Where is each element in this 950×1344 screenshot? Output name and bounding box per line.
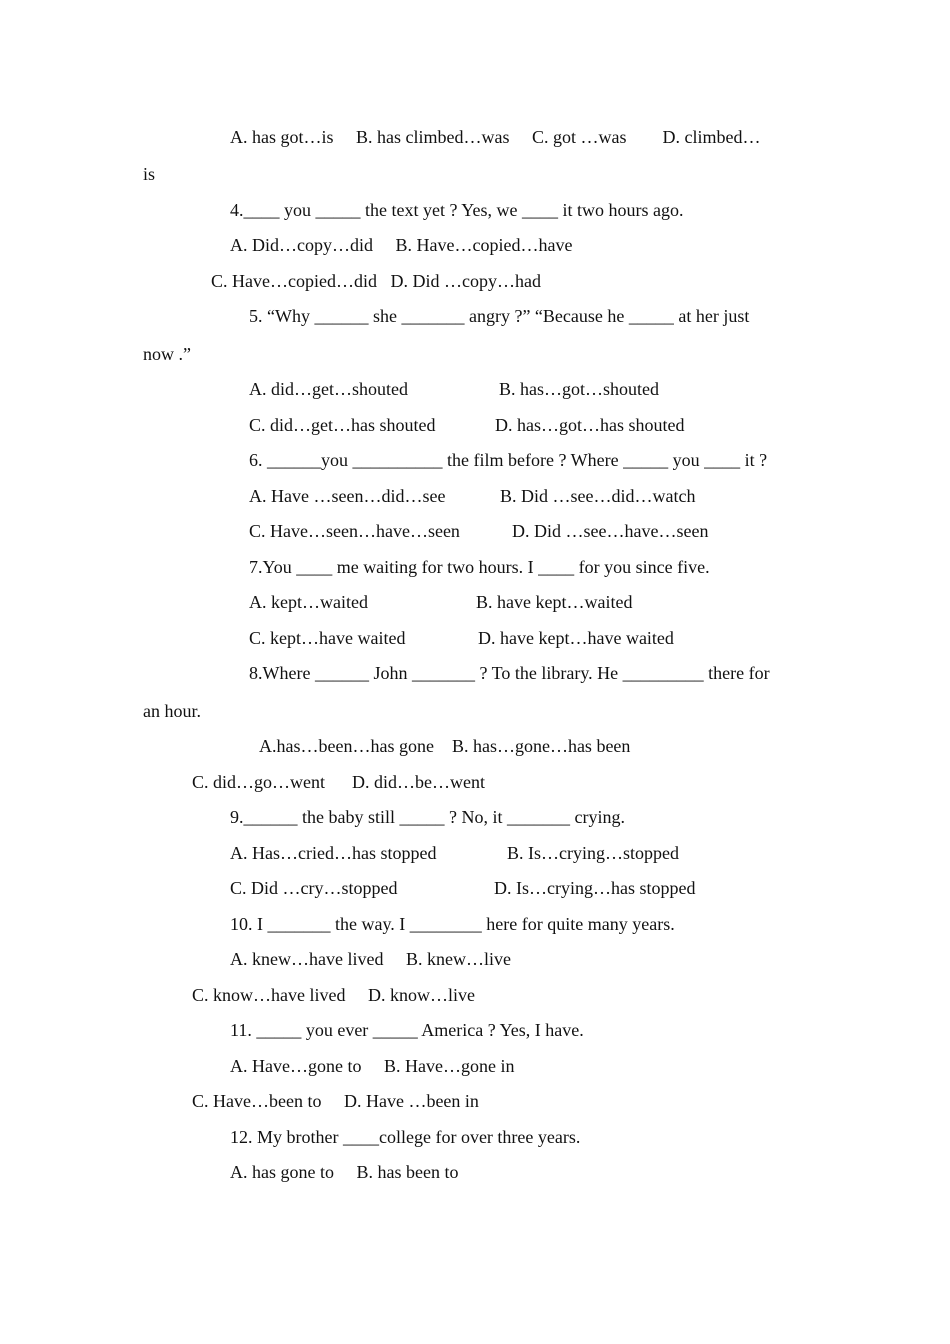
q9-question: 9.______ the baby still _____ ? No, it _______ crying.	[230, 807, 625, 827]
q5-option-a: A. did…get…shouted	[249, 379, 408, 399]
q4-options-cd: C. Have…copied…did D. Did …copy…had	[211, 271, 541, 291]
q6-option-d: D. Did …see…have…seen	[512, 521, 709, 541]
q6-option-c: C. Have…seen…have…seen	[249, 521, 460, 541]
q5-question-wrap: now .”	[143, 344, 191, 364]
q10-question: 10. I _______ the way. I ________ here for quite many years.	[230, 914, 675, 934]
q11-question: 11. _____ you ever _____ America ? Yes, I have.	[230, 1020, 584, 1040]
q9-option-b: B. Is…crying…stopped	[507, 843, 679, 863]
q10-options-cd: C. know…have lived D. know…live	[192, 985, 475, 1005]
q11-options-cd: C. Have…been to D. Have …been in	[192, 1091, 479, 1111]
q11-options-ab: A. Have…gone to B. Have…gone in	[230, 1056, 515, 1076]
q6-option-b: B. Did …see…did…watch	[500, 486, 696, 506]
q7-option-d: D. have kept…have waited	[478, 628, 674, 648]
q6-question: 6. ______you __________ the film before ? Where _____ you ____ it ?	[249, 450, 768, 470]
q3-options-wrap: is	[143, 164, 156, 184]
q7-question: 7.You ____ me waiting for two hours. I ____ for you since five.	[249, 557, 710, 577]
q8-question: 8.Where ______ John _______ ? To the library. He _________ there for	[249, 663, 770, 683]
q8-options-ab: A.has…been…has gone B. has…gone…has been	[259, 736, 631, 756]
q10-options-ab: A. knew…have lived B. knew…live	[230, 949, 511, 969]
q12-options-ab: A. has gone to B. has been to	[230, 1162, 459, 1182]
q7-option-a: A. kept…waited	[249, 592, 368, 612]
q9-option-d: D. Is…crying…has stopped	[494, 878, 696, 898]
q7-option-b: B. have kept…waited	[476, 592, 633, 612]
q8-options-cd: C. did…go…went D. did…be…went	[192, 772, 485, 792]
q3-options: A. has got…is B. has climbed…was C. got …was D. climbed…	[230, 127, 761, 147]
q12-question: 12. My brother ____college for over three years.	[230, 1127, 581, 1147]
q9-option-a: A. Has…cried…has stopped	[230, 843, 437, 863]
q8-question-wrap: an hour.	[143, 701, 201, 721]
q4-options-ab: A. Did…copy…did B. Have…copied…have	[230, 235, 573, 255]
q5-option-d: D. has…got…has shouted	[495, 415, 685, 435]
q9-option-c: C. Did …cry…stopped	[230, 878, 398, 898]
q5-option-b: B. has…got…shouted	[499, 379, 659, 399]
q6-option-a: A. Have …seen…did…see	[249, 486, 446, 506]
q7-option-c: C. kept…have waited	[249, 628, 406, 648]
q5-question: 5. “Why ______ she _______ angry ?” “Because he _____ at her just	[249, 306, 750, 326]
q4-question: 4.____ you _____ the text yet ? Yes, we ____ it two hours ago.	[230, 200, 684, 220]
q5-option-c: C. did…get…has shouted	[249, 415, 436, 435]
